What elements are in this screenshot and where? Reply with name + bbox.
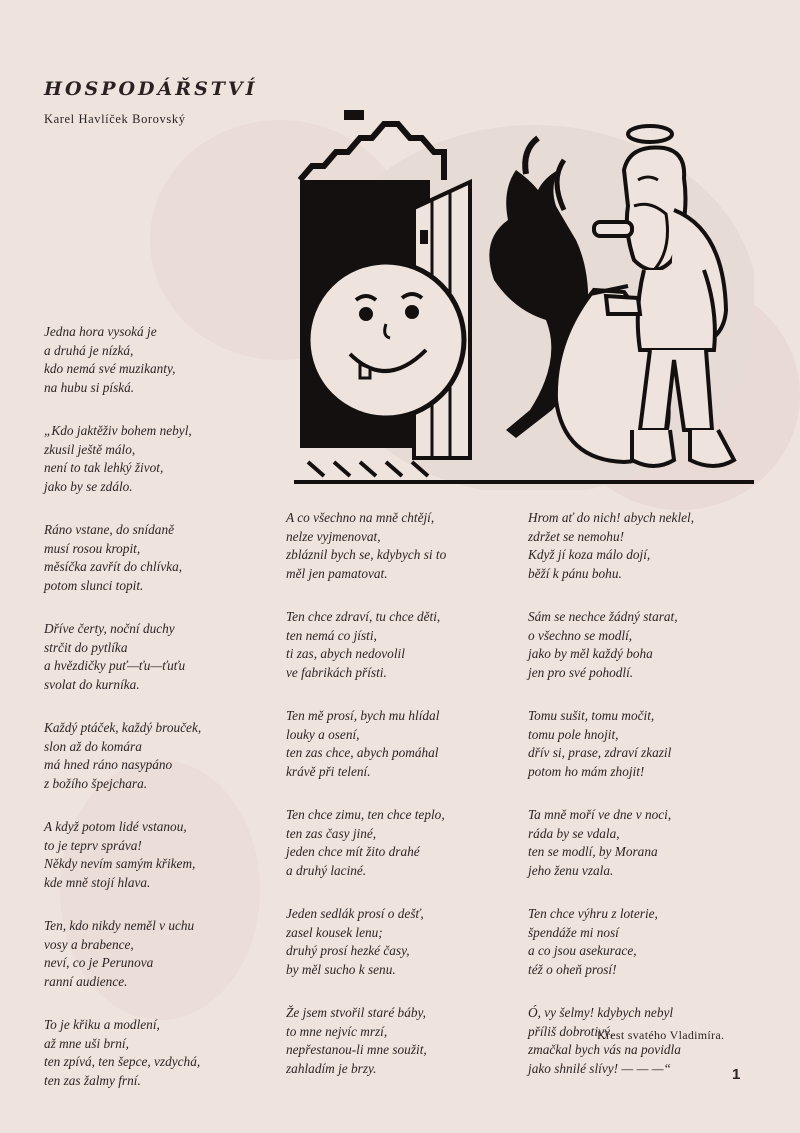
- stanza: [286, 608, 526, 682]
- verse-line: to mne nejvíc mrzí,: [286, 1023, 388, 1039]
- stanza: [44, 620, 284, 694]
- stanza: [528, 707, 768, 781]
- stanza: [286, 707, 526, 781]
- stanza: [286, 1004, 526, 1078]
- verse-line: Hrom ať do nich! abych neklel,: [528, 510, 695, 525]
- verse-line: jen pro své pohodlí.: [528, 664, 634, 680]
- stanza: [44, 818, 284, 892]
- verse-line: Ten chce zimu, ten chce teplo,: [286, 807, 445, 822]
- verse-line: Jeden sedlák prosí o dešť,: [286, 906, 424, 921]
- verse-line: ten zas chce, abych pomáhal: [286, 745, 439, 760]
- stanza: [286, 509, 526, 583]
- verse-line: Ta mně moří ve dne v noci,: [528, 807, 672, 822]
- stanza: [286, 905, 526, 979]
- verse-line: vosy a brabence,: [44, 936, 134, 952]
- verse-line: zasel kousek lenu;: [286, 924, 383, 940]
- verse-line: ti zas, abych nedovolil: [286, 646, 405, 661]
- verse-line: Jedna hora vysoká je: [44, 324, 157, 339]
- verse-line: Ten mě prosí, bych mu hlídal: [286, 708, 440, 723]
- verse-line: Ráno vstane, do snídaně: [44, 522, 174, 537]
- verse-line: jako shnilé slívy! — — —“: [528, 1060, 671, 1076]
- verse-line: a druhý laciné.: [286, 862, 367, 878]
- verse-line: musí rosou kropit,: [44, 540, 141, 556]
- poem-column-3: [528, 509, 768, 1103]
- stanza: [44, 1016, 284, 1090]
- verse-line: „Kdo jaktěživ bohem nebyl,: [44, 423, 192, 438]
- poem-column-1: [44, 323, 284, 1115]
- verse-line: ten nemá co jísti,: [286, 627, 377, 643]
- verse-line: nepřestanou-li mne soužit,: [286, 1042, 427, 1057]
- verse-line: Že jsem stvořil staré báby,: [286, 1005, 426, 1020]
- verse-line: zdržet se nemohu!: [528, 528, 625, 544]
- stanza: [44, 422, 284, 496]
- poem-source: Křest svatého Vladimíra.: [597, 1028, 725, 1042]
- verse-line: tomu pole hnojit,: [528, 726, 619, 742]
- verse-line: to je teprv správa!: [44, 837, 142, 853]
- verse-line: jeho ženu vzala.: [528, 862, 614, 878]
- verse-line: zahladím je brzy.: [286, 1060, 377, 1076]
- verse-line: jeden chce mít žito drahé: [286, 844, 420, 859]
- verse-line: ten zas žalmy frní.: [44, 1072, 141, 1088]
- verse-line: slon až do komára: [44, 738, 142, 754]
- verse-line: neví, co je Perunova: [44, 955, 154, 970]
- stanza: [44, 719, 284, 793]
- verse-line: strčit do pytlíka: [44, 639, 128, 655]
- verse-line: dřív si, prase, zdraví zkazil: [528, 745, 672, 760]
- verse-line: by měl sucho k senu.: [286, 961, 396, 977]
- poem-title: HOSPODÁŘSTVÍ: [44, 78, 258, 100]
- verse-line: Každý ptáček, každý brouček,: [44, 720, 202, 735]
- page-number: 1: [732, 1066, 741, 1083]
- verse-line: zmačkal bych vás na povidla: [528, 1042, 681, 1057]
- verse-line: špendáže mi nosí: [528, 924, 619, 940]
- moon-devil-saint-icon: [294, 110, 754, 490]
- verse-line: A co všechno na mně chtějí,: [286, 510, 435, 525]
- stanza: [528, 806, 768, 880]
- verse-line: na hubu si píská.: [44, 379, 135, 395]
- verse-line: a co jsou asekurace,: [528, 943, 637, 958]
- verse-line: ten se modlí, by Morana: [528, 844, 658, 859]
- verse-line: až mne uši brní,: [44, 1035, 129, 1051]
- verse-line: potom slunci topit.: [44, 577, 144, 593]
- poem-column-2: [286, 509, 526, 1103]
- stanza: [528, 509, 768, 583]
- verse-line: druhý prosí hezké časy,: [286, 943, 410, 958]
- verse-line: A když potom lidé vstanou,: [44, 819, 187, 834]
- verse-line: ráda by se vdala,: [528, 825, 620, 841]
- verse-line: Ó, vy šelmy! kdybych nebyl: [528, 1005, 674, 1020]
- verse-line: jako by se zdálo.: [44, 478, 133, 494]
- verse-line: Tomu sušit, tomu močit,: [528, 708, 655, 723]
- verse-line: běží k pánu bohu.: [528, 565, 622, 581]
- verse-line: ve fabrikách přísti.: [286, 664, 387, 680]
- verse-line: není to tak lehký život,: [44, 460, 164, 475]
- verse-line: Sám se nechce žádný starat,: [528, 609, 678, 624]
- verse-line: ranní audience.: [44, 973, 128, 989]
- stanza: [286, 806, 526, 880]
- verse-line: zbláznil bych se, kdybych si to: [286, 547, 447, 562]
- stanza: [44, 521, 284, 595]
- verse-line: kde mně stojí hlava.: [44, 874, 151, 890]
- stanza: [528, 608, 768, 682]
- verse-line: Dříve čerty, noční duchy: [44, 621, 175, 636]
- verse-line: kdo nemá své muzikanty,: [44, 361, 176, 376]
- verse-line: z božího špejchara.: [44, 775, 148, 791]
- verse-line: jako by měl každý boha: [528, 646, 653, 661]
- verse-line: krávě při telení.: [286, 763, 371, 779]
- verse-line: a druhá je nízká,: [44, 342, 134, 358]
- verse-line: a hvězdičky puť—ťu—ťuťu: [44, 658, 186, 673]
- verse-line: Ten chce zdraví, tu chce děti,: [286, 609, 441, 624]
- verse-line: měsíčka zavřít do chlívka,: [44, 559, 183, 574]
- verse-line: nelze vyjmenovat,: [286, 528, 381, 544]
- stanza: [528, 905, 768, 979]
- verse-line: Ten, kdo nikdy neměl v uchu: [44, 918, 195, 933]
- verse-line: zkusil ještě málo,: [44, 441, 136, 457]
- verse-line: měl jen pamatovat.: [286, 565, 388, 581]
- verse-line: Když jí koza málo dojí,: [528, 547, 651, 562]
- verse-line: příliš dobrotivý,: [528, 1023, 614, 1039]
- verse-line: louky a osení,: [286, 726, 360, 742]
- verse-line: ten zas časy jiné,: [286, 825, 377, 841]
- poem-author: Karel Havlíček Borovský: [44, 112, 186, 126]
- verse-line: ten zpívá, ten šepce, vzdychá,: [44, 1054, 201, 1069]
- verse-line: o všechno se modlí,: [528, 627, 633, 643]
- verse-line: To je křiku a modlení,: [44, 1017, 160, 1032]
- verse-line: Někdy nevím samým křikem,: [44, 856, 196, 871]
- verse-line: svolat do kurníka.: [44, 676, 140, 692]
- verse-line: má hned ráno nasypáno: [44, 757, 173, 772]
- verse-line: potom ho mám zhojit!: [528, 763, 645, 779]
- stanza: [44, 323, 284, 397]
- stanza: [44, 917, 284, 991]
- verse-line: též o oheň prosí!: [528, 961, 617, 977]
- verse-line: Ten chce výhru z loterie,: [528, 906, 658, 921]
